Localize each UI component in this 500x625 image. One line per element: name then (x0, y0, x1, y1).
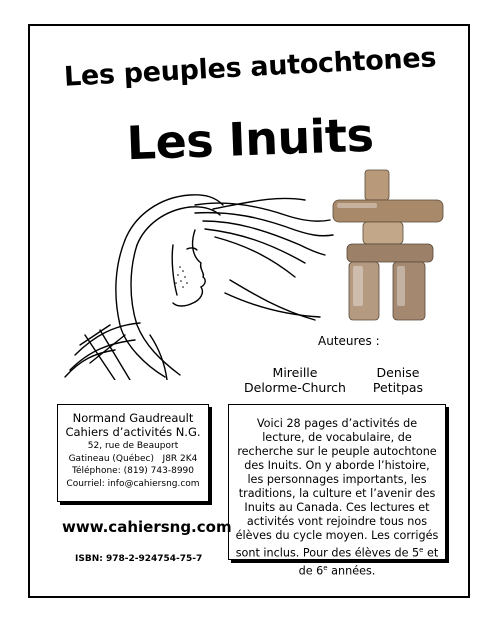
publisher-email: Courriel: info@cahiersng.com (66, 478, 200, 489)
author1-last-name: Delorme-Church (244, 380, 346, 395)
publisher-phone: Téléphone: (819) 743-8990 (72, 466, 194, 476)
author-mireille (240, 365, 350, 395)
inukshuk-illustration (325, 168, 455, 323)
publisher-company: Cahiers d’activités N.G. (65, 425, 201, 439)
description-main: Voici 28 pages d’activités de lecture, de vocabulaire, de recherche sur le peuple autochtone des Inuits. On y aborde l’histoire, les personnages importants, les traditions, la culture et l’avenir des Inuits au Canada. Ces lectures et activités vont rejoindre tous nos élèves du cycle moyen. Les corrigés sont inclus. Pour des élèves (235, 417, 439, 560)
description-end-pre: de 5 (394, 546, 420, 560)
inuit-woman-illustration (55, 185, 335, 380)
author-denise (368, 365, 428, 395)
cover-title: Les Inuits (125, 107, 375, 171)
isbn-text: ISBN: 978-2-924754-75-7 (75, 554, 203, 564)
website-link[interactable]: www.cahiersng.com (62, 518, 232, 536)
publisher-city: Gatineau (Québec) J8R 2K4 (68, 453, 198, 464)
description-text (235, 417, 439, 578)
publisher-box (57, 404, 209, 502)
description-end-post: années. (327, 564, 376, 578)
description-box (228, 404, 446, 578)
author1-first-name: Mireille (272, 365, 318, 380)
publisher-name: Normand Gaudreault (72, 411, 194, 425)
cover-subtitle: Les peuples autochtones (63, 42, 437, 93)
author2-last-name: Petitpas (372, 380, 424, 395)
authors-label: Auteures : (318, 334, 380, 348)
publisher-street: 52, rue de Beauport (87, 441, 179, 451)
description-end-mid: et de 6 (298, 546, 439, 578)
description-sup-6: e (323, 563, 328, 572)
author2-first-name: Denise (376, 365, 420, 380)
description-sup-5: e (419, 546, 424, 554)
